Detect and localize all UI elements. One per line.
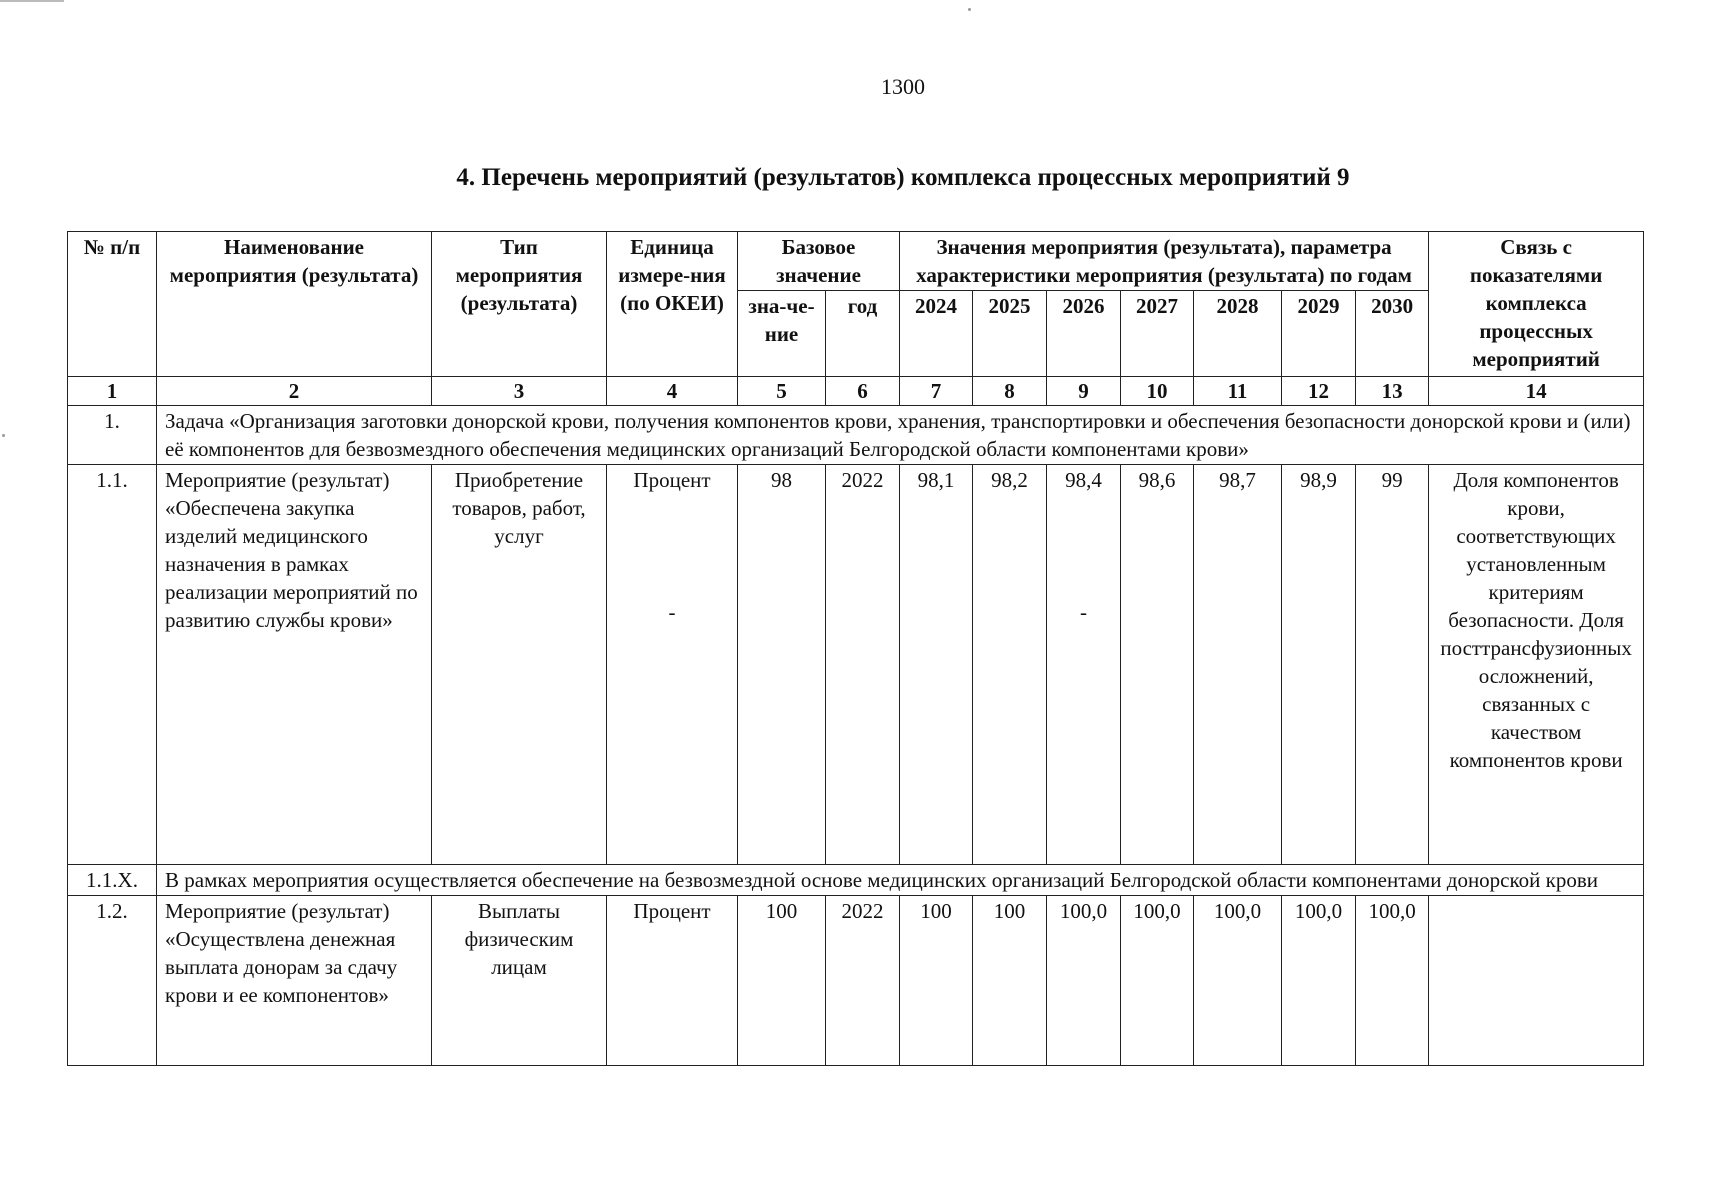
- column-number: 11: [1194, 377, 1282, 406]
- task-num: 1.: [68, 406, 157, 465]
- row-num: 1.2.: [68, 896, 157, 1066]
- header-year: 2027: [1121, 291, 1194, 377]
- document-title: 4. Перечень мероприятий (результатов) комплекса процессных мероприятий 9: [456, 164, 1350, 191]
- note-row: [68, 865, 1644, 896]
- scan-artifact-line: [0, 0, 64, 2]
- column-number: 9: [1047, 377, 1121, 406]
- task-text: Задача «Организация заготовки донорской крови, получения компонентов крови, хранения, транспортировки и обеспечения безопасности донорской крови и (или) её компонентов для безвозмездного обеспечения медицинских организаций Белгородской области компонентами крови»: [157, 406, 1644, 465]
- row-year-dash: -: [1080, 600, 1088, 624]
- row-year-value: 98,7: [1194, 465, 1282, 865]
- header-year: 2030: [1356, 291, 1429, 377]
- header-name: Наименование мероприятия (результата): [157, 232, 432, 377]
- measures-table: [67, 231, 1644, 1066]
- row-link: Доля компонентов крови, соответствующих установленным критериям безопасности. Доля посттрансфузионных осложнений, связанных с качеством компонентов крови: [1429, 465, 1644, 865]
- column-number: 8: [973, 377, 1047, 406]
- header-year: 2025: [973, 291, 1047, 377]
- column-number: 3: [432, 377, 607, 406]
- scan-artifact-dot: [2, 434, 5, 437]
- row-base-year: 2022: [826, 465, 900, 865]
- header-year: 2028: [1194, 291, 1282, 377]
- row-name: Мероприятие (результат) «Осуществлена денежная выплата донорам за сдачу крови и ее компонентов»: [157, 896, 432, 1066]
- row-year-value: 100,0: [1282, 896, 1356, 1066]
- header-base-value: зна-че-ние: [738, 291, 826, 377]
- column-number: 5: [738, 377, 826, 406]
- row-unit: [607, 465, 738, 865]
- note-num: 1.1.Х.: [68, 865, 157, 896]
- table-row: [68, 896, 1644, 1066]
- header-values: Значения мероприятия (результата), параметра характеристики мероприятия (результата) по годам: [900, 232, 1429, 291]
- header-year: 2024: [900, 291, 973, 377]
- row-link: [1429, 896, 1644, 1066]
- column-number: 13: [1356, 377, 1429, 406]
- column-number: 12: [1282, 377, 1356, 406]
- header-base-year: год: [826, 291, 900, 377]
- row-type: Приобретение товаров, работ, услуг: [432, 465, 607, 865]
- header-unit: Единица измере-ния (по ОКЕИ): [607, 232, 738, 377]
- row-year-value: 100,0: [1356, 896, 1429, 1066]
- row-year-value: 98,6: [1121, 465, 1194, 865]
- header-link: Связь с показателями комплекса процессных мероприятий: [1429, 232, 1644, 377]
- header-base: Базовое значение: [738, 232, 900, 291]
- row-unit-value: Процент: [633, 468, 711, 492]
- row-name: Мероприятие (результат) «Обеспечена закупка изделий медицинского назначения в рамках реализации мероприятий по развитию службы крови»: [157, 465, 432, 865]
- row-base-value: 100: [738, 896, 826, 1066]
- row-unit-dash: -: [668, 600, 676, 624]
- header-num: № п/п: [68, 232, 157, 377]
- header-year: 2026: [1047, 291, 1121, 377]
- column-number: 10: [1121, 377, 1194, 406]
- row-year-value: 100,0: [1121, 896, 1194, 1066]
- column-number: 14: [1429, 377, 1644, 406]
- column-number: 2: [157, 377, 432, 406]
- row-base-year: 2022: [826, 896, 900, 1066]
- row-year-value: [1047, 465, 1121, 865]
- header-year: 2029: [1282, 291, 1356, 377]
- row-unit: Процент: [607, 896, 738, 1066]
- table-row: [68, 465, 1644, 865]
- row-year-value: 100,0: [1194, 896, 1282, 1066]
- column-number: 7: [900, 377, 973, 406]
- scan-artifact-dot: [968, 8, 971, 11]
- row-type: Выплаты физическим лицам: [432, 896, 607, 1066]
- note-text: В рамках мероприятия осуществляется обеспечение на безвозмездной основе медицинских организаций Белгородской области компонентами донорской крови: [157, 865, 1644, 896]
- row-year-text: 98,4: [1065, 468, 1102, 492]
- row-year-value: 100: [900, 896, 973, 1066]
- column-number-row: [68, 377, 1644, 406]
- row-base-value: 98: [738, 465, 826, 865]
- task-row: [68, 406, 1644, 465]
- row-year-value: 99: [1356, 465, 1429, 865]
- column-number: 1: [68, 377, 157, 406]
- row-year-value: 98,1: [900, 465, 973, 865]
- page-number: 1300: [881, 74, 925, 99]
- row-year-value: 98,9: [1282, 465, 1356, 865]
- column-number: 6: [826, 377, 900, 406]
- row-year-value: 100,0: [1047, 896, 1121, 1066]
- column-number: 4: [607, 377, 738, 406]
- header-row-1: [68, 232, 1644, 291]
- row-year-value: 98,2: [973, 465, 1047, 865]
- header-type: Тип мероприятия (результата): [432, 232, 607, 377]
- row-year-value: 100: [973, 896, 1047, 1066]
- row-num: 1.1.: [68, 465, 157, 865]
